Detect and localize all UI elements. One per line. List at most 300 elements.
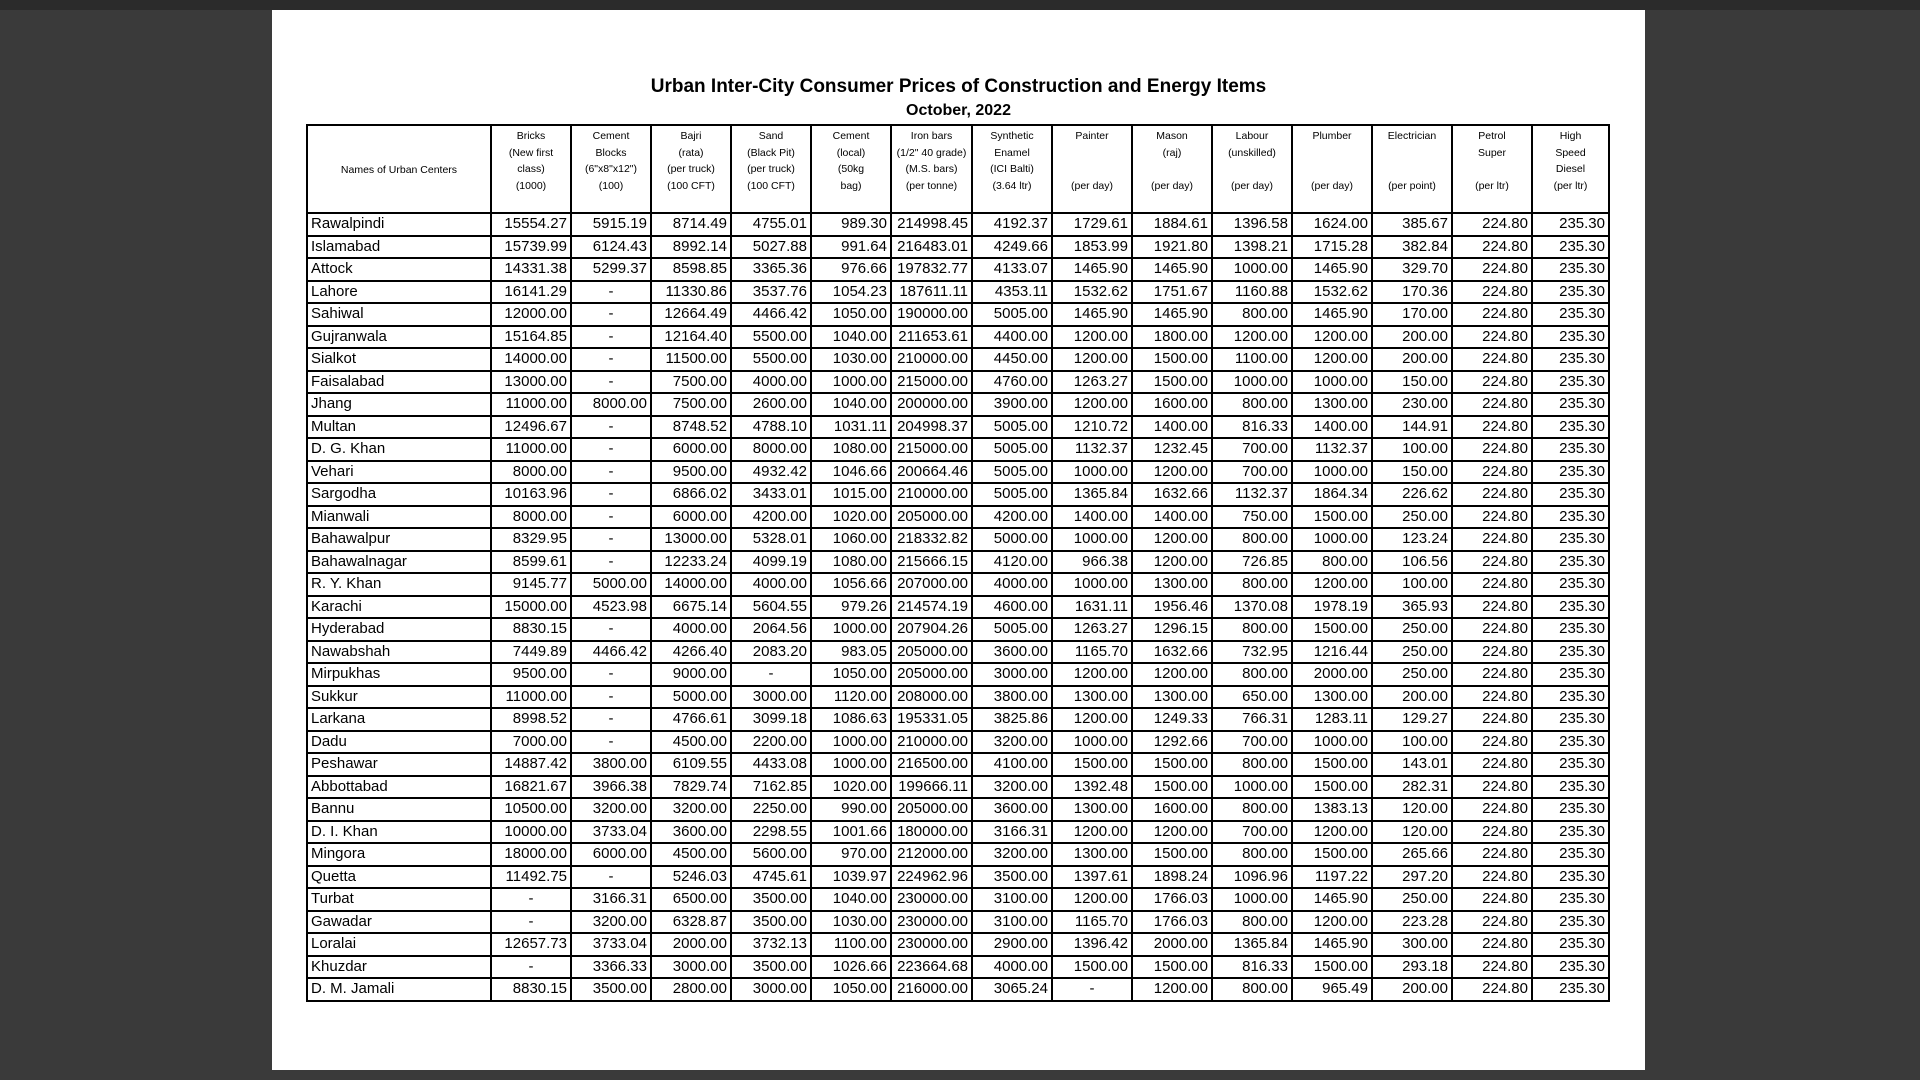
table-row bbox=[307, 866, 1609, 889]
price-cell: 187611.11 bbox=[891, 281, 972, 304]
price-cell: 800.00 bbox=[1212, 843, 1292, 866]
price-cell: 4766.61 bbox=[651, 708, 731, 731]
column-header-line: (per ltr) bbox=[1553, 179, 1588, 192]
price-cell: 329.70 bbox=[1372, 258, 1452, 281]
price-cell: 1000.00 bbox=[1052, 573, 1132, 596]
city-name-cell: D. M. Jamali bbox=[307, 978, 491, 1001]
price-cell: 1500.00 bbox=[1132, 753, 1212, 776]
price-cell: 9500.00 bbox=[651, 461, 731, 484]
price-cell: 170.00 bbox=[1372, 303, 1452, 326]
price-cell: 230000.00 bbox=[891, 911, 972, 934]
price-cell: 235.30 bbox=[1532, 708, 1609, 731]
price-cell: 1465.90 bbox=[1132, 303, 1212, 326]
table-row bbox=[307, 258, 1609, 281]
price-cell: 2000.00 bbox=[1132, 933, 1212, 956]
city-name-cell: Abbottabad bbox=[307, 776, 491, 799]
price-cell: 1056.66 bbox=[811, 573, 891, 596]
column-header bbox=[1532, 125, 1609, 213]
price-cell: 1050.00 bbox=[811, 978, 891, 1001]
price-cell: 1165.70 bbox=[1052, 641, 1132, 664]
column-header-line: (M.S. bars) bbox=[905, 163, 958, 175]
table-row bbox=[307, 731, 1609, 754]
price-cell: 11500.00 bbox=[651, 348, 731, 371]
price-cell: 7162.85 bbox=[731, 776, 811, 799]
price-cell: 800.00 bbox=[1212, 798, 1292, 821]
price-cell: 6109.55 bbox=[651, 753, 731, 776]
price-cell: 1001.66 bbox=[811, 821, 891, 844]
price-cell: 4266.40 bbox=[651, 641, 731, 664]
price-cell: 200664.46 bbox=[891, 461, 972, 484]
price-cell: 3000.00 bbox=[972, 663, 1052, 686]
price-cell: 700.00 bbox=[1212, 821, 1292, 844]
price-cell: 816.33 bbox=[1212, 416, 1292, 439]
price-cell: 1465.90 bbox=[1052, 303, 1132, 326]
price-cell: 3500.00 bbox=[731, 911, 811, 934]
column-header-line: (rata) bbox=[678, 146, 704, 159]
price-cell: 216483.01 bbox=[891, 236, 972, 259]
price-cell: 3000.00 bbox=[731, 978, 811, 1001]
price-cell: 15554.27 bbox=[491, 213, 571, 236]
column-header-line bbox=[1456, 161, 1528, 178]
price-cell: - bbox=[571, 551, 651, 574]
price-cell: 15000.00 bbox=[491, 596, 571, 619]
column-header-line: Bricks bbox=[516, 130, 546, 142]
price-cell: 235.30 bbox=[1532, 843, 1609, 866]
price-cell: 6000.00 bbox=[651, 506, 731, 529]
price-cell: 1400.00 bbox=[1292, 416, 1372, 439]
price-cell: 215666.15 bbox=[891, 551, 972, 574]
city-name-cell: Gawadar bbox=[307, 911, 491, 934]
price-cell: 4133.07 bbox=[972, 258, 1052, 281]
price-cell: 224.80 bbox=[1452, 798, 1532, 821]
price-cell: 1000.00 bbox=[1052, 528, 1132, 551]
column-header-line: (100) bbox=[598, 179, 624, 192]
price-cell: 12664.49 bbox=[651, 303, 731, 326]
price-cell: 1216.44 bbox=[1292, 641, 1372, 664]
table-row bbox=[307, 483, 1609, 506]
column-header-line: Speed bbox=[1555, 146, 1586, 159]
price-cell: 989.30 bbox=[811, 213, 891, 236]
column-header-line: (50kg bbox=[837, 163, 865, 175]
column-header bbox=[1372, 125, 1452, 213]
city-name-cell: Sargodha bbox=[307, 483, 491, 506]
price-cell: - bbox=[571, 528, 651, 551]
column-header-city bbox=[307, 125, 491, 213]
column-header-line: Labour bbox=[1235, 130, 1269, 142]
price-cell: 9000.00 bbox=[651, 663, 731, 686]
price-cell: 382.84 bbox=[1372, 236, 1452, 259]
city-name-cell: Peshawar bbox=[307, 753, 491, 776]
price-cell: 5299.37 bbox=[571, 258, 651, 281]
price-cell: 1300.00 bbox=[1292, 686, 1372, 709]
price-cell: 4745.61 bbox=[731, 866, 811, 889]
column-header-line: (per day) bbox=[1070, 179, 1113, 192]
price-cell: 12164.40 bbox=[651, 326, 731, 349]
price-cell: - bbox=[571, 506, 651, 529]
price-cell: 3166.31 bbox=[571, 888, 651, 911]
city-name-cell: Loralai bbox=[307, 933, 491, 956]
price-cell: 966.38 bbox=[1052, 551, 1132, 574]
price-cell: 5005.00 bbox=[972, 416, 1052, 439]
price-cell: 1096.96 bbox=[1212, 866, 1292, 889]
price-cell: 224.80 bbox=[1452, 213, 1532, 236]
price-cell: 208000.00 bbox=[891, 686, 972, 709]
column-header-line: (per day) bbox=[1230, 179, 1273, 192]
table-row bbox=[307, 596, 1609, 619]
price-cell: 726.85 bbox=[1212, 551, 1292, 574]
price-cell: 11000.00 bbox=[491, 393, 571, 416]
price-cell: 8998.52 bbox=[491, 708, 571, 731]
column-header bbox=[571, 125, 651, 213]
price-cell: 235.30 bbox=[1532, 956, 1609, 979]
price-cell: 215000.00 bbox=[891, 371, 972, 394]
price-cell: 1898.24 bbox=[1132, 866, 1212, 889]
price-cell: 1200.00 bbox=[1052, 393, 1132, 416]
price-cell: 800.00 bbox=[1212, 978, 1292, 1001]
price-cell: 235.30 bbox=[1532, 686, 1609, 709]
price-cell: 3100.00 bbox=[972, 888, 1052, 911]
price-cell: 1263.27 bbox=[1052, 618, 1132, 641]
price-cell: 1500.00 bbox=[1292, 956, 1372, 979]
price-cell: 1300.00 bbox=[1292, 393, 1372, 416]
price-cell: 11492.75 bbox=[491, 866, 571, 889]
city-name-cell: Bahawalpur bbox=[307, 528, 491, 551]
price-cell: 235.30 bbox=[1532, 528, 1609, 551]
column-header-line: (per truck) bbox=[747, 163, 795, 175]
price-cell: 1365.84 bbox=[1212, 933, 1292, 956]
price-cell: 1249.33 bbox=[1132, 708, 1212, 731]
price-cell: 5000.00 bbox=[972, 528, 1052, 551]
price-cell: 205000.00 bbox=[891, 798, 972, 821]
price-cell: 4500.00 bbox=[651, 843, 731, 866]
price-cell: 5500.00 bbox=[731, 326, 811, 349]
price-cell: 235.30 bbox=[1532, 393, 1609, 416]
price-cell: 1046.66 bbox=[811, 461, 891, 484]
price-cell: 195331.05 bbox=[891, 708, 972, 731]
price-cell: 800.00 bbox=[1212, 528, 1292, 551]
price-cell: 10500.00 bbox=[491, 798, 571, 821]
price-cell: 235.30 bbox=[1532, 753, 1609, 776]
price-cell: 3200.00 bbox=[972, 776, 1052, 799]
price-cell: 816.33 bbox=[1212, 956, 1292, 979]
column-header-line: (100 CFT) bbox=[747, 179, 795, 192]
column-header-line: Cement bbox=[832, 130, 870, 142]
column-header-line: High bbox=[1559, 130, 1582, 142]
price-cell: 1200.00 bbox=[1132, 528, 1212, 551]
price-cell: 199666.11 bbox=[891, 776, 972, 799]
price-cell: - bbox=[571, 461, 651, 484]
price-cell: - bbox=[571, 731, 651, 754]
price-cell: 1132.37 bbox=[1292, 438, 1372, 461]
price-cell: 9500.00 bbox=[491, 663, 571, 686]
price-cell: 224.80 bbox=[1452, 641, 1532, 664]
column-header-line: (per ltr) bbox=[1475, 179, 1509, 192]
column-header-line: (local) bbox=[836, 146, 866, 159]
city-name-cell: Hyderabad bbox=[307, 618, 491, 641]
price-cell: 190000.00 bbox=[891, 303, 972, 326]
column-header-line: Iron bars bbox=[910, 130, 953, 142]
price-cell: 6675.14 bbox=[651, 596, 731, 619]
table-row bbox=[307, 753, 1609, 776]
price-cell: 5005.00 bbox=[972, 483, 1052, 506]
city-name-cell: D. I. Khan bbox=[307, 821, 491, 844]
price-cell: - bbox=[571, 416, 651, 439]
price-cell: 197832.77 bbox=[891, 258, 972, 281]
price-cell: 210000.00 bbox=[891, 731, 972, 754]
price-cell: 1396.42 bbox=[1052, 933, 1132, 956]
price-cell: 223.28 bbox=[1372, 911, 1452, 934]
column-header-line bbox=[1216, 161, 1288, 178]
column-header-line: Plumber bbox=[1312, 130, 1352, 142]
table-header-row bbox=[307, 125, 1609, 213]
city-name-cell: Nawabshah bbox=[307, 641, 491, 664]
price-cell: 990.00 bbox=[811, 798, 891, 821]
price-cell: 11000.00 bbox=[491, 686, 571, 709]
column-header-line bbox=[1296, 145, 1368, 162]
price-cell: 235.30 bbox=[1532, 258, 1609, 281]
price-cell: 1200.00 bbox=[1052, 821, 1132, 844]
price-cell: 1050.00 bbox=[811, 303, 891, 326]
price-cell: 216000.00 bbox=[891, 978, 972, 1001]
price-cell: 766.31 bbox=[1212, 708, 1292, 731]
price-cell: 1500.00 bbox=[1052, 956, 1132, 979]
price-cell: 800.00 bbox=[1212, 753, 1292, 776]
price-cell: 5000.00 bbox=[571, 573, 651, 596]
price-cell: 224.80 bbox=[1452, 933, 1532, 956]
table-row bbox=[307, 236, 1609, 259]
column-header-line: (ICI Balti) bbox=[990, 163, 1034, 175]
price-cell: 1200.00 bbox=[1292, 326, 1372, 349]
price-cell: 2000.00 bbox=[651, 933, 731, 956]
price-cell: 235.30 bbox=[1532, 798, 1609, 821]
price-cell: 1400.00 bbox=[1052, 506, 1132, 529]
price-cell: 2000.00 bbox=[1292, 663, 1372, 686]
price-cell: 12233.24 bbox=[651, 551, 731, 574]
price-cell: 1532.62 bbox=[1292, 281, 1372, 304]
price-cell: 180000.00 bbox=[891, 821, 972, 844]
price-cell: 218332.82 bbox=[891, 528, 972, 551]
price-cell: 1200.00 bbox=[1132, 821, 1212, 844]
price-cell: 1020.00 bbox=[811, 776, 891, 799]
price-cell: 293.18 bbox=[1372, 956, 1452, 979]
price-cell: 983.05 bbox=[811, 641, 891, 664]
price-cell: 224.80 bbox=[1452, 326, 1532, 349]
price-cell: 1884.61 bbox=[1132, 213, 1212, 236]
price-cell: 6000.00 bbox=[651, 438, 731, 461]
price-cell: 2800.00 bbox=[651, 978, 731, 1001]
price-cell: 1921.80 bbox=[1132, 236, 1212, 259]
price-cell: 1500.00 bbox=[1292, 776, 1372, 799]
table-row bbox=[307, 888, 1609, 911]
price-cell: 235.30 bbox=[1532, 776, 1609, 799]
column-header-line: (per day) bbox=[1150, 179, 1193, 192]
price-cell: 1632.66 bbox=[1132, 641, 1212, 664]
price-cell: 3825.86 bbox=[972, 708, 1052, 731]
column-header-line: (100 CFT) bbox=[667, 179, 715, 192]
price-cell: 1200.00 bbox=[1052, 348, 1132, 371]
column-header-line: (per day) bbox=[1310, 179, 1353, 192]
column-header bbox=[811, 125, 891, 213]
price-cell: 18000.00 bbox=[491, 843, 571, 866]
column-header-line: Synthetic bbox=[990, 130, 1034, 142]
price-cell: 1864.34 bbox=[1292, 483, 1372, 506]
price-cell: 205000.00 bbox=[891, 641, 972, 664]
price-cell: 1300.00 bbox=[1132, 686, 1212, 709]
price-cell: 1000.00 bbox=[811, 731, 891, 754]
price-cell: 224.80 bbox=[1452, 596, 1532, 619]
price-cell: 4249.66 bbox=[972, 236, 1052, 259]
price-cell: 1210.72 bbox=[1052, 416, 1132, 439]
price-cell: 991.64 bbox=[811, 236, 891, 259]
price-cell: 4000.00 bbox=[731, 371, 811, 394]
city-name-cell: Dadu bbox=[307, 731, 491, 754]
price-cell: 1300.00 bbox=[1132, 573, 1212, 596]
price-cell: 235.30 bbox=[1532, 236, 1609, 259]
price-cell: 224.80 bbox=[1452, 956, 1532, 979]
column-header-line: Enamel bbox=[994, 146, 1030, 159]
price-cell: 1978.19 bbox=[1292, 596, 1372, 619]
price-cell: 1392.48 bbox=[1052, 776, 1132, 799]
price-cell: 800.00 bbox=[1212, 573, 1292, 596]
price-cell: 235.30 bbox=[1532, 596, 1609, 619]
city-name-cell: Sukkur bbox=[307, 686, 491, 709]
price-cell: 230.00 bbox=[1372, 393, 1452, 416]
price-cell: 1200.00 bbox=[1052, 663, 1132, 686]
price-cell: 224962.96 bbox=[891, 866, 972, 889]
price-cell: 224.80 bbox=[1452, 236, 1532, 259]
price-cell: 265.66 bbox=[1372, 843, 1452, 866]
column-header-line: (Black Pit) bbox=[747, 146, 795, 159]
price-cell: 3800.00 bbox=[571, 753, 651, 776]
price-cell: 16821.67 bbox=[491, 776, 571, 799]
price-cell: 5005.00 bbox=[972, 461, 1052, 484]
column-header-line bbox=[1376, 145, 1448, 162]
price-cell: 800.00 bbox=[1212, 303, 1292, 326]
table-row bbox=[307, 776, 1609, 799]
price-cell: 4466.42 bbox=[731, 303, 811, 326]
price-cell: 3732.13 bbox=[731, 933, 811, 956]
price-cell: 3000.00 bbox=[651, 956, 731, 979]
city-name-cell: Sialkot bbox=[307, 348, 491, 371]
price-cell: 3500.00 bbox=[571, 978, 651, 1001]
price-cell: 235.30 bbox=[1532, 506, 1609, 529]
price-cell: 214998.45 bbox=[891, 213, 972, 236]
price-cell: 4192.37 bbox=[972, 213, 1052, 236]
price-cell: 8598.85 bbox=[651, 258, 731, 281]
price-cell: 4523.98 bbox=[571, 596, 651, 619]
price-cell: 4433.08 bbox=[731, 753, 811, 776]
price-cell: 3966.38 bbox=[571, 776, 651, 799]
table-body bbox=[307, 213, 1609, 1001]
price-cell: 8000.00 bbox=[571, 393, 651, 416]
price-cell: 800.00 bbox=[1212, 618, 1292, 641]
price-cell: 205000.00 bbox=[891, 506, 972, 529]
table-row bbox=[307, 708, 1609, 731]
price-cell: 204998.37 bbox=[891, 416, 972, 439]
price-cell: 5246.03 bbox=[651, 866, 731, 889]
price-cell: 1000.00 bbox=[1292, 528, 1372, 551]
price-cell: 235.30 bbox=[1532, 663, 1609, 686]
column-header-line: (per truck) bbox=[667, 163, 715, 175]
price-cell: 8000.00 bbox=[731, 438, 811, 461]
price-cell: 1383.13 bbox=[1292, 798, 1372, 821]
price-cell: 700.00 bbox=[1212, 731, 1292, 754]
price-cell: 5005.00 bbox=[972, 438, 1052, 461]
column-header-line: (1/2" 40 grade) bbox=[896, 146, 967, 159]
price-cell: 800.00 bbox=[1212, 393, 1292, 416]
price-cell: 2298.55 bbox=[731, 821, 811, 844]
price-cell: 7500.00 bbox=[651, 393, 731, 416]
price-cell: 3733.04 bbox=[571, 821, 651, 844]
price-cell: 3800.00 bbox=[972, 686, 1052, 709]
price-cell: 4400.00 bbox=[972, 326, 1052, 349]
price-cell: 1500.00 bbox=[1292, 506, 1372, 529]
price-cell: - bbox=[571, 686, 651, 709]
price-cell: 129.27 bbox=[1372, 708, 1452, 731]
column-header-line: (6"x8"x12") bbox=[584, 163, 638, 175]
price-cell: 12657.73 bbox=[491, 933, 571, 956]
column-header-line: (raj) bbox=[1162, 146, 1182, 159]
price-cell: 235.30 bbox=[1532, 821, 1609, 844]
document-subtitle: October, 2022 bbox=[906, 102, 1011, 119]
price-cell: 3065.24 bbox=[972, 978, 1052, 1001]
price-cell: 235.30 bbox=[1532, 551, 1609, 574]
price-cell: 205000.00 bbox=[891, 663, 972, 686]
table-row bbox=[307, 573, 1609, 596]
price-cell: - bbox=[571, 326, 651, 349]
price-cell: - bbox=[571, 618, 651, 641]
table-row bbox=[307, 461, 1609, 484]
table-row bbox=[307, 798, 1609, 821]
price-cell: 1500.00 bbox=[1132, 371, 1212, 394]
price-cell: 4120.00 bbox=[972, 551, 1052, 574]
price-cell: 1624.00 bbox=[1292, 213, 1372, 236]
price-cell: 8992.14 bbox=[651, 236, 731, 259]
city-name-cell: Khuzdar bbox=[307, 956, 491, 979]
price-cell: 8000.00 bbox=[491, 506, 571, 529]
price-cell: 4755.01 bbox=[731, 213, 811, 236]
price-cell: 970.00 bbox=[811, 843, 891, 866]
column-header-line: Sand bbox=[758, 130, 784, 142]
table-row bbox=[307, 618, 1609, 641]
table-row bbox=[307, 551, 1609, 574]
city-name-cell: Turbat bbox=[307, 888, 491, 911]
price-cell: 300.00 bbox=[1372, 933, 1452, 956]
price-cell: 1026.66 bbox=[811, 956, 891, 979]
price-cell: 1465.90 bbox=[1292, 303, 1372, 326]
price-cell: 235.30 bbox=[1532, 303, 1609, 326]
price-cell: 235.30 bbox=[1532, 416, 1609, 439]
column-header-line: Petrol bbox=[1478, 130, 1506, 142]
table-row bbox=[307, 663, 1609, 686]
price-cell: - bbox=[491, 888, 571, 911]
price-cell: 1160.88 bbox=[1212, 281, 1292, 304]
price-cell: 1200.00 bbox=[1292, 573, 1372, 596]
city-name-cell: Sahiwal bbox=[307, 303, 491, 326]
price-cell: 1500.00 bbox=[1292, 753, 1372, 776]
price-cell: 1030.00 bbox=[811, 911, 891, 934]
price-cell: 4760.00 bbox=[972, 371, 1052, 394]
price-cell: 12496.67 bbox=[491, 416, 571, 439]
price-cell: 4099.19 bbox=[731, 551, 811, 574]
price-cell: 1020.00 bbox=[811, 506, 891, 529]
price-cell: 1050.00 bbox=[811, 663, 891, 686]
price-cell: 1000.00 bbox=[1212, 888, 1292, 911]
price-cell: 282.31 bbox=[1372, 776, 1452, 799]
price-cell: 9145.77 bbox=[491, 573, 571, 596]
price-cell: 224.80 bbox=[1452, 821, 1532, 844]
price-cell: 4466.42 bbox=[571, 641, 651, 664]
